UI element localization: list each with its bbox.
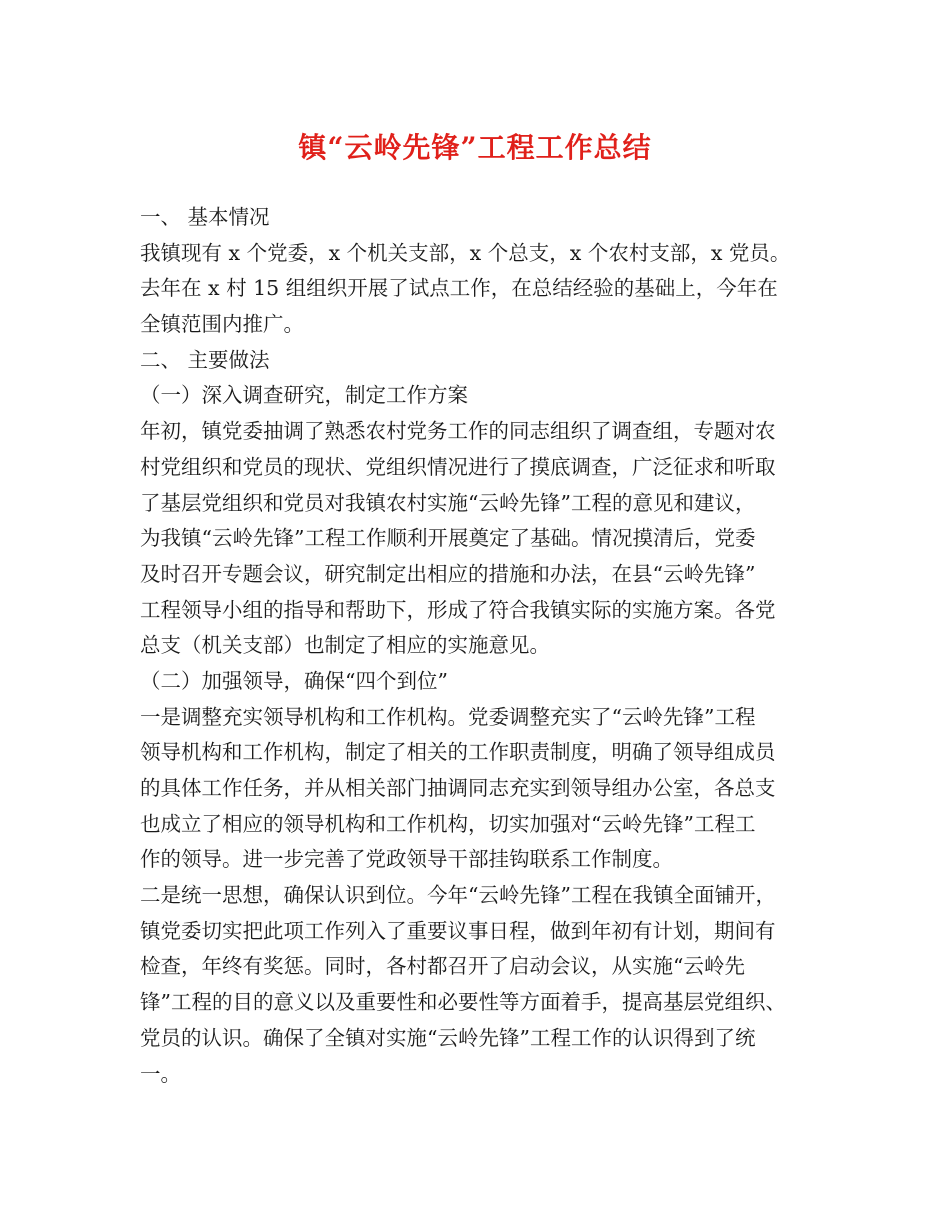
paragraph-line: 总支（机关支部）也制定了相应的实施意见。 — [140, 633, 550, 658]
paragraph-line: 党员的认识。确保了全镇对实施“云岭先锋”工程工作的认识得到了统 — [140, 1025, 756, 1050]
paragraph-line: 检查，年终有奖惩。同时，各村都召开了启动会议，从实施“云岭先 — [140, 954, 745, 979]
document-title: 镇“云岭先锋”工程工作总结 — [298, 131, 652, 164]
paragraph-line: 及时召开专题会议，研究制定出相应的措施和办法，在县“云岭先锋” — [140, 561, 756, 586]
paragraph-line: 的具体工作任务，并从相关部门抽调同志充实到领导组办公室，各总支 — [140, 776, 776, 800]
paragraph-line: 一。 — [140, 1061, 181, 1086]
paragraph-line: 我镇现有 x 个党委，x 个机关支部，x 个总支，x 个农村支部，x 党员。 — [140, 240, 791, 265]
document-body — [140, 200, 830, 1092]
paragraph-line: 锋”工程的目的意义以及重要性和必要性等方面着手，提高基层党组织、 — [140, 990, 786, 1015]
section-heading-basic: 一、 基本情况 — [140, 205, 270, 229]
paragraph-line: 去年在 x 村 15 组组织开展了试点工作，在总结经验的基础上，今年在 — [140, 276, 778, 301]
paragraph-line: 一是调整充实领导机构和工作机构。党委调整充实了“云岭先锋”工程 — [140, 704, 756, 729]
paragraph-line: 年初，镇党委抽调了熟悉农村党务工作的同志组织了调查组，专题对农 — [140, 419, 776, 444]
paragraph-line: 工程领导小组的指导和帮助下，形成了符合我镇实际的实施方案。各党 — [140, 597, 776, 622]
subsection-heading-2: （二）加强领导，确保“四个到位” — [140, 668, 448, 693]
subsection-heading-1: （一）深入调查研究，制定工作方案 — [140, 383, 468, 408]
paragraph-line: 也成立了相应的领导机构和工作机构，切实加强对“云岭先锋”工程工 — [140, 811, 756, 836]
paragraph-line: 村党组织和党员的现状、党组织情况进行了摸底调查，广泛征求和听取 — [140, 454, 776, 479]
paragraph-line: 作的领导。进一步完善了党政领导干部挂钩联系工作制度。 — [140, 847, 673, 872]
section-heading-main-practice: 二、 主要做法 — [140, 347, 270, 372]
paragraph-line: 二是统一思想，确保认识到位。今年“云岭先锋”工程在我镇全面铺开， — [140, 883, 776, 908]
paragraph-line: 了基层党组织和党员对我镇农村实施“云岭先锋”工程的意见和建议， — [140, 490, 756, 515]
paragraph-line: 领导机构和工作机构，制定了相关的工作职责制度，明确了领导组成员 — [140, 740, 776, 765]
paragraph-line: 全镇范围内推广。 — [140, 312, 304, 337]
paragraph-line: 镇党委切实把此项工作列入了重要议事日程，做到年初有计划，期间有 — [140, 918, 776, 943]
paragraph-line: 为我镇“云岭先锋”工程工作顺利开展奠定了基础。情况摸清后，党委 — [140, 526, 756, 551]
